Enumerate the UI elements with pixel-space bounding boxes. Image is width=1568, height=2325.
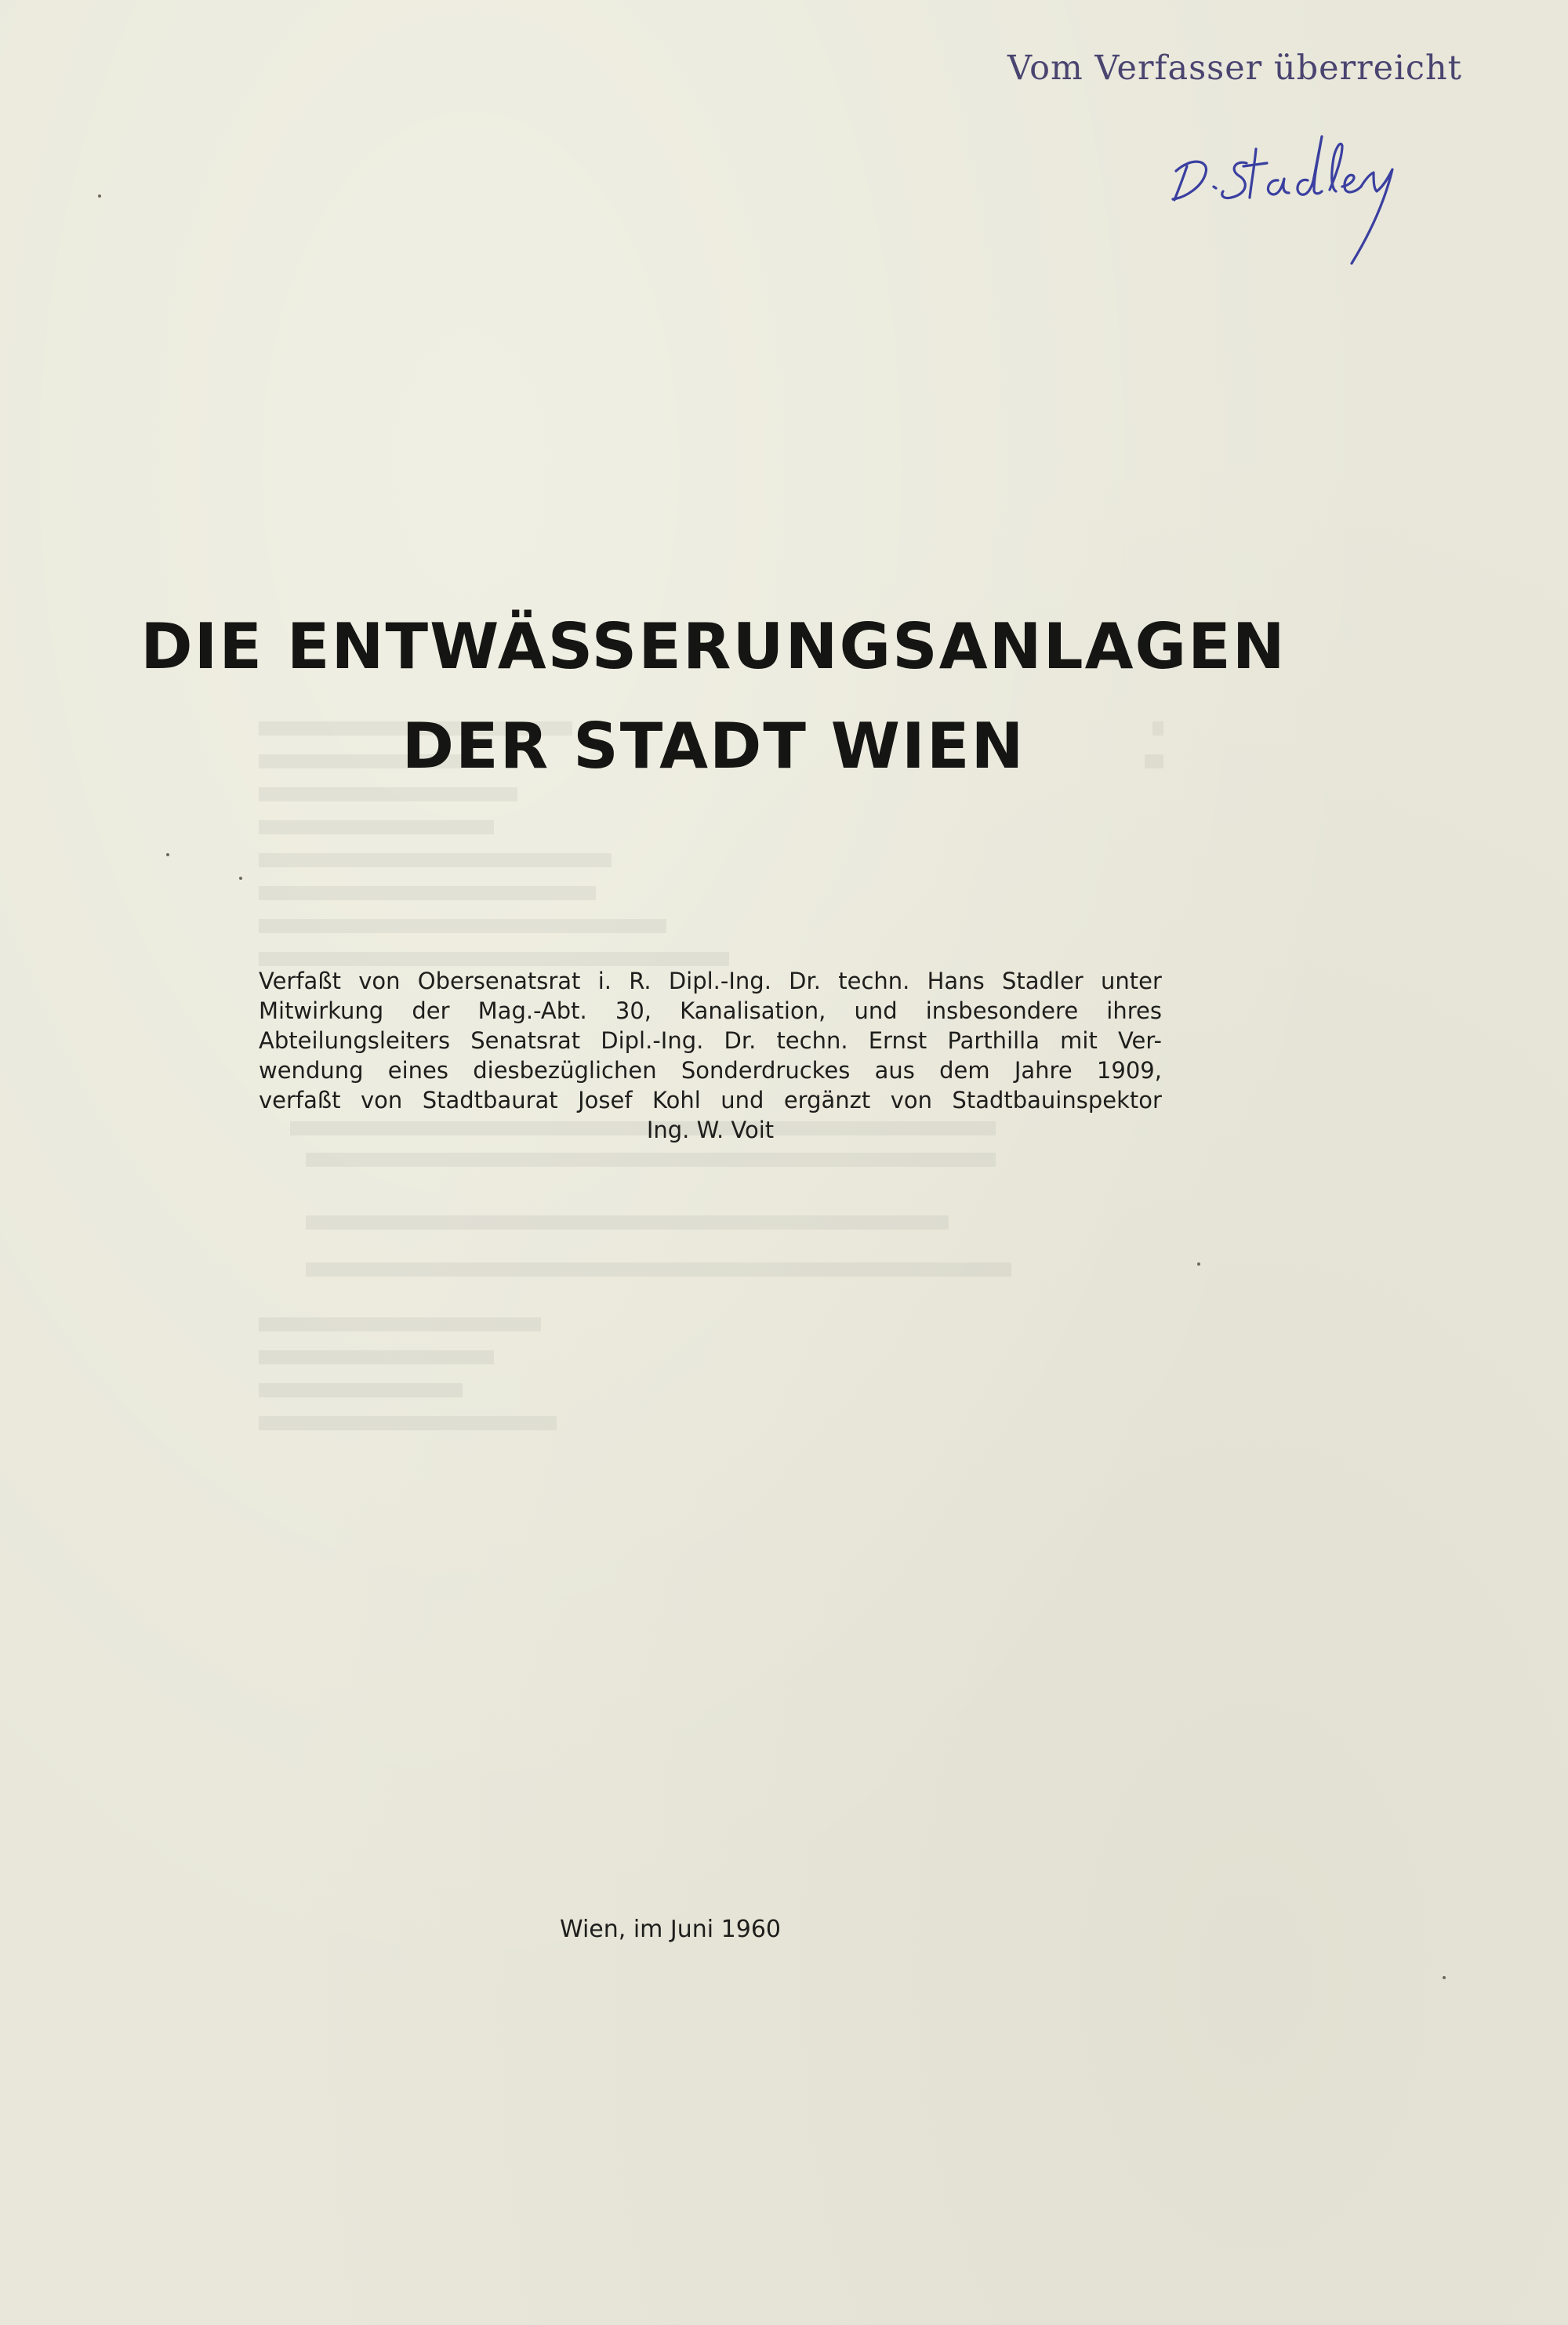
credits-word: Kohl <box>652 1087 701 1113</box>
handwritten-signature <box>1168 94 1450 274</box>
credits-word: Ver- <box>1117 1027 1162 1054</box>
paper-speck <box>1443 1976 1446 1979</box>
paper-speck <box>1197 1262 1200 1266</box>
credits-word: wendung <box>259 1057 364 1084</box>
credits-line-4 <box>259 1055 1162 1085</box>
credits-word: 30, <box>615 997 652 1024</box>
paper-speck <box>239 877 242 880</box>
credits-word: Jahre <box>1014 1057 1073 1084</box>
credits-word: ergänzt <box>783 1087 871 1113</box>
credits-word: Dr. <box>724 1027 757 1054</box>
credits-word: Verfaßt <box>259 968 341 994</box>
credits-word: von <box>358 968 401 994</box>
credits-word: Obersenatsrat <box>417 968 581 994</box>
credits-word: dem <box>939 1057 990 1084</box>
credits-word: Kanalisation, <box>680 997 826 1024</box>
credits-word: und <box>854 997 898 1024</box>
place-and-date: Wien, im Juni 1960 <box>559 1916 782 1943</box>
credits-word: Abteilungsleiters <box>259 1027 451 1054</box>
credits-word: Ernst <box>868 1027 927 1054</box>
credits-word: eines <box>387 1057 448 1084</box>
credits-word: ihres <box>1106 997 1162 1024</box>
credits-line-1 <box>259 966 1162 996</box>
credits-word: Stadtbaurat <box>422 1087 558 1113</box>
credits-word: Sonderdruckes <box>681 1057 851 1084</box>
credits-word: verfaßt <box>259 1087 341 1113</box>
credits-line-5 <box>259 1085 1162 1115</box>
credits-word: mit <box>1060 1027 1098 1054</box>
credits-word: von <box>890 1087 932 1113</box>
author-presentation-stamp: Vom Verfasser überreicht <box>1007 49 1462 88</box>
credits-line-2 <box>259 996 1162 1026</box>
credits-word: Mitwirkung <box>259 997 384 1024</box>
credits-word: diesbezüglichen <box>473 1057 657 1084</box>
credits-word: Dipl.-Ing. <box>601 1027 704 1054</box>
credits-word: 1909, <box>1096 1057 1162 1084</box>
credits-word: unter <box>1100 968 1162 994</box>
title-line-1: DIE ENTWÄSSERUNGSANLAGEN <box>140 610 1287 683</box>
credits-word: Senatsrat <box>470 1027 581 1054</box>
credits-word: von <box>360 1087 403 1113</box>
credits-word: techn. <box>838 968 910 994</box>
authorship-credits <box>259 966 1162 1145</box>
credits-word: Parthilla <box>947 1027 1040 1054</box>
credits-line-6: Ing. W. Voit <box>646 1117 775 1143</box>
credits-word: aus <box>874 1057 915 1084</box>
credits-word: R. <box>629 968 652 994</box>
credits-word: Stadler <box>1001 968 1083 994</box>
credits-word: insbesondere <box>925 997 1079 1024</box>
credits-word: der <box>412 997 450 1024</box>
title-line-2: DER STADT WIEN <box>401 710 1025 783</box>
credits-word: Dipl.-Ing. <box>668 968 771 994</box>
credits-word: i. <box>597 968 612 994</box>
credits-word: Hans <box>927 968 985 994</box>
paper-speck <box>98 194 101 198</box>
paper-speck <box>166 853 169 856</box>
credits-word: Josef <box>578 1087 633 1113</box>
credits-word: Dr. <box>789 968 821 994</box>
credits-word: techn. <box>776 1027 848 1054</box>
credits-word: und <box>720 1087 764 1113</box>
credits-word: Mag.-Abt. <box>477 997 587 1024</box>
credits-line-3 <box>259 1026 1162 1055</box>
credits-word: Stadtbauinspektor <box>952 1087 1162 1113</box>
